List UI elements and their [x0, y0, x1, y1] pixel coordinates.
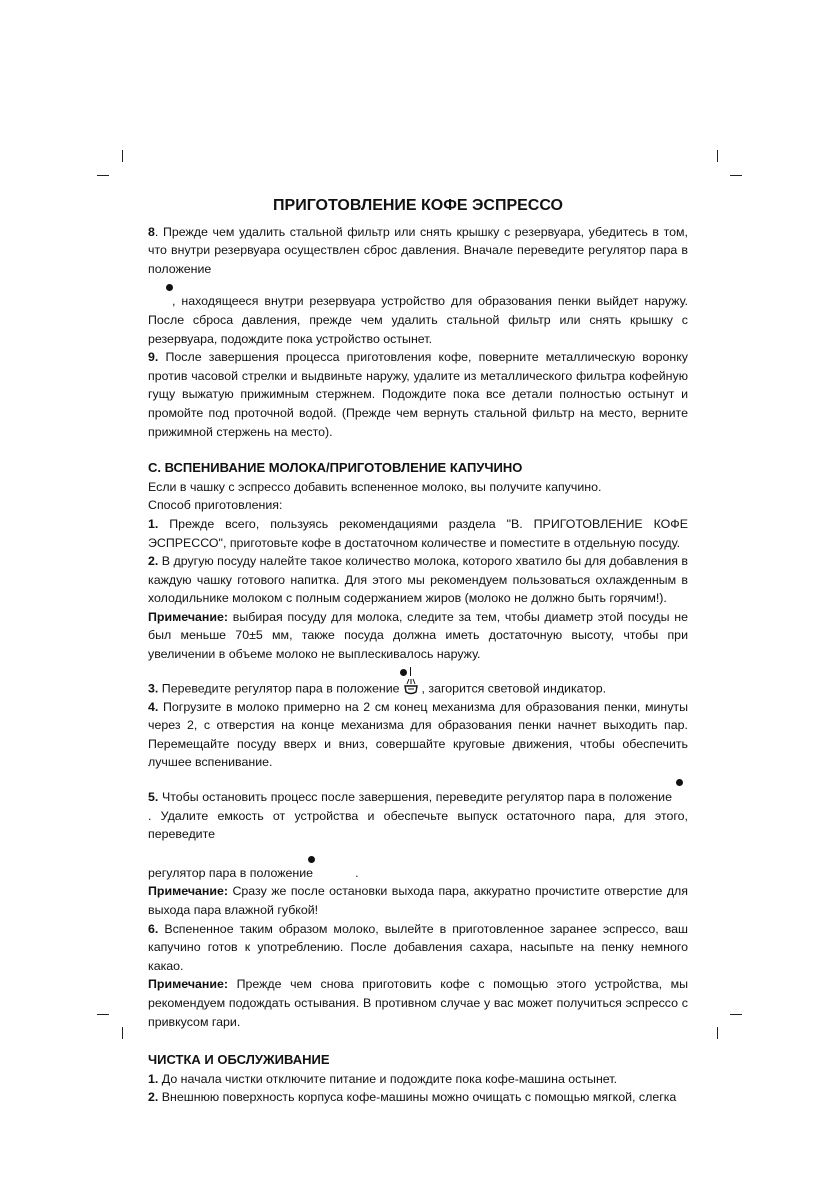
steam-dot-line: [148, 278, 688, 292]
paragraph-8: 8. Прежде чем удалить стальной фильтр или снять крышку с резервуара, убедитесь в том, что внутри резервуара осуществлен сброс давления. Вначале переведите регулятор пара в положение: [148, 224, 688, 276]
crop-mark: [730, 175, 742, 176]
step-5-cont: регулятор пара в положение .: [148, 865, 359, 880]
note-2: Примечание: Сразу же после остановки выхода пара, аккуратно прочистите отверстие для выхода пара влажной губкой!: [148, 884, 688, 917]
note-1: Примечание: выбирая посуду для молока, следите за тем, чтобы диаметр этой посуды не был меньше 70±5 мм, также посуда должна иметь достаточную высоту, чтобы при увеличении в объеме молоко не выплескивалось наружу.: [148, 609, 688, 662]
crop-mark: [730, 1014, 742, 1015]
step-5-icon-row: [148, 772, 688, 788]
step-4: 4. Погрузите в молоко примерно на 2 см конец механизма для образования пенки, минуты через 2, с отверстия на конце механизма для образования пенки начнет выходить пар. Перемещайте посуду вверх и вниз, совершайте круговые движения, чтобы обеспечить лучшее вспенивание.: [148, 699, 688, 770]
crop-mark: [122, 150, 123, 162]
step-6: 6. Вспененное таким образом молоко, вылейте в приготовленное заранее эспрессо, ваш капучино готов к употреблению. После добавления сахара, насыпьте на пенку немного какао.: [148, 921, 688, 973]
step-5-icon-row-2: [148, 844, 688, 864]
paragraph-8-cont: , находящееся внутри резервуара устройство для образования пенки выйдет наружу. После сброса давления, прежде чем удалить стальной фильтр или снять крышку с резервуара, подождите пока устройство остынет.: [148, 294, 688, 346]
crop-mark: [97, 1014, 109, 1015]
steam-on-dot-icon: [400, 669, 407, 676]
steam-on-icon: [403, 676, 419, 698]
crop-mark: [97, 175, 109, 176]
step-3: 3. Переведите регулятор пара в положение , загорится световой индикатор.: [148, 676, 688, 698]
cleaning-step-1: 1. До начала чистки отключите питание и подождите пока кофе-машина остынет.: [148, 1071, 618, 1086]
steam-off-dot-icon: [166, 284, 173, 291]
note-3: Примечание: Прежде чем снова приготовить кофе с помощью этого устройства, мы рекомендуем подождать остывания. В противном случае у вас может получиться эспрессо с привкусом гари.: [148, 977, 688, 1029]
paragraph-9: 9. После завершения процесса приготовления кофе, поверните металлическую воронку против часовой стрелки и выдвиньте наружу, удалите из металлического фильтра кофейную гущу выжатую прижимным стержнем. Подождите пока все детали полностью остынут и промойте под проточной водой. (Прежде чем вернуть стальной фильтр на место, верните прижимной стержень на место).: [148, 350, 688, 439]
cleaning-step-2: 2. Внешнюю поверхность корпуса кофе-машины можно очищать с помощью мягкой, слегка: [148, 1090, 677, 1105]
section-heading-c: С. ВСПЕНИВАНИЕ МОЛОКА/ПРИГОТОВЛЕНИЕ КАПУЧИНО: [148, 460, 523, 476]
steam-line-icon: [410, 667, 411, 676]
document-body: [148, 197, 688, 1107]
step-5: 5. Чтобы остановить процесс после завершения, переведите регулятор пара в положение. Удалите емкость от устройства и обеспечьте выпуск остаточного пара, для этого, переведите: [148, 790, 688, 842]
crop-mark: [122, 1027, 123, 1039]
crop-mark: [717, 1027, 718, 1039]
section-heading-cleaning: ЧИСТКА И ОБСЛУЖИВАНИЕ: [148, 1052, 330, 1068]
crop-mark: [717, 150, 718, 162]
method-label: Способ приготовления:: [148, 498, 283, 513]
steam-off-dot-icon: [676, 779, 683, 786]
step-3-icon-row: [148, 664, 688, 676]
intro-text: Если в чашку с эспрессо добавить вспененное молоко, вы получите капучино.: [148, 479, 602, 494]
page-title: ПРИГОТОВЛЕНИЕ КОФЕ ЭСПРЕССО: [273, 197, 563, 214]
step-1: 1. Прежде всего, пользуясь рекомендациями раздела "В. ПРИГОТОВЛЕНИЕ КОФЕ ЭСПРЕССО", приготовьте кофе в достаточном количестве и поместите в отдельную посуду.: [148, 516, 688, 550]
step-2: 2. В другую посуду налейте такое количество молока, которого хватило бы для добавления в каждую чашку готового напитка. Для этого мы рекомендуем пользоваться охлажденным в холодильнике молоком с полным содержанием жиров (молоко не должно быть горячим!).: [148, 554, 688, 606]
steam-off-dot-icon: [308, 856, 315, 863]
